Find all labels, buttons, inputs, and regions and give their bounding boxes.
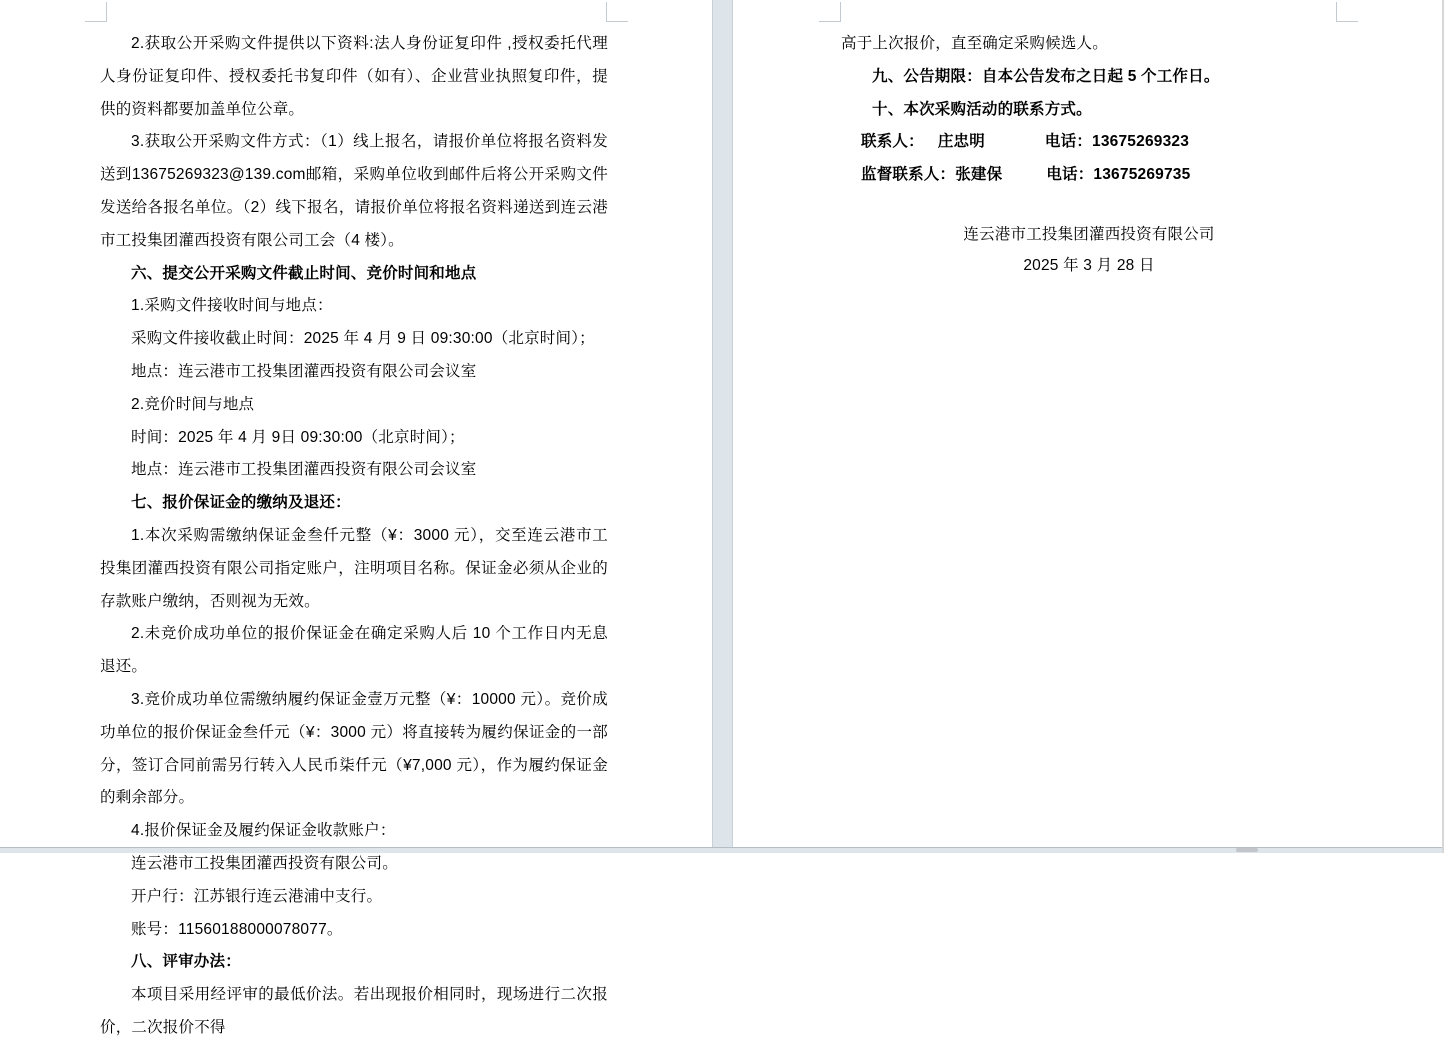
contact-line[interactable]	[841, 126, 1337, 159]
paragraph[interactable]: 连云港市工投集团灌西投资有限公司。	[131, 854, 398, 872]
paragraph[interactable]: 3.竞价成功单位需缴纳履约保证金壹万元整（¥：10000 元）。竞价成功单位的报价保证金叁仟元（¥：3000 元）将直接转为履约保证金的一部分，签订合同前需另行转入人民币柒仟元（¥7,000 元），作为履约保证金的剩余部分。	[100, 690, 608, 807]
paragraph[interactable]: 地点：连云港市工投集团灌西投资有限公司会议室	[131, 461, 477, 479]
page-2-text-area[interactable]	[841, 22, 1337, 281]
signature-company-line[interactable]: 连云港市工投集团灌西投资有限公司	[963, 225, 1215, 243]
paragraph[interactable]: 十、本次采购活动的联系方式。	[872, 100, 1092, 118]
paragraph[interactable]: 3.获取公开采购文件方式：（1）线上报名，请报价单位将报名资料发送到13675269323@139.com邮箱，采购单位收到邮件后将公开采购文件发送给各报名单位。（2）线下报名，请报价单位将报名资料递送到连云港市工投集团灌西投资有限公司工会（4 楼）。	[100, 133, 608, 249]
contact-name: 庄忠明	[937, 133, 985, 151]
paragraph[interactable]: 高于上次报价，直至确定采购候选人。	[841, 35, 1108, 52]
paragraph[interactable]: 2.获取公开采购文件提供以下资料:法人身份证复印件 ,授权委托代理人身份证复印件、授权委托书复印件（如有）、企业营业执照复印件，提供的资料都要加盖单位公章。	[100, 35, 608, 118]
paragraph[interactable]: 时间：2025 年 4 月 9日 09:30:00（北京时间）；	[131, 428, 465, 446]
paragraph[interactable]: 九、公告期限：自本公告发布之日起 5 个工作日。	[872, 67, 1220, 85]
paragraph[interactable]: 账号：11560188000078077。	[131, 920, 343, 938]
page-1-text-area[interactable]	[100, 22, 608, 1045]
paragraph[interactable]: 2.竞价时间与地点	[131, 395, 255, 413]
margin-corner-mark	[85, 2, 107, 22]
paragraph[interactable]: 地点：连云港市工投集团灌西投资有限公司会议室	[131, 362, 477, 380]
paragraph[interactable]: 采购文件接收截止时间：2025 年 4 月 9 日 09:30:00（北京时间）；	[131, 330, 595, 348]
margin-corner-mark	[1336, 2, 1358, 22]
margin-corner-mark	[606, 2, 628, 22]
paragraph[interactable]: 本项目采用经评审的最低价法。若出现报价相同时，现场进行二次报价，二次报价不得	[100, 986, 608, 1036]
contact-label: 联系人：	[861, 133, 924, 151]
contact-label: 监督联系人：	[861, 166, 956, 184]
horizontal-scrollbar[interactable]	[0, 847, 1442, 853]
contact-name: 张建保	[955, 166, 1003, 184]
paragraph[interactable]: 开户行：江苏银行连云港浦中支行。	[131, 887, 383, 905]
paragraph[interactable]: 七、报价保证金的缴纳及退还：	[131, 494, 351, 512]
paragraph[interactable]: 1.采购文件接收时间与地点：	[131, 297, 333, 315]
paragraph[interactable]: 1.本次采购需缴纳保证金叁仟元整（¥：3000 元），交至连云港市工投集团灌西投资有限公司指定账户，注明项目名称。保证金必须从企业的存款账户缴纳，否则视为无效。	[100, 526, 608, 610]
scrollbar-thumb[interactable]	[1236, 848, 1258, 852]
page-gap	[712, 0, 733, 847]
contact-phone: 电话：13675269323	[1044, 133, 1190, 151]
contact-phone: 电话：13675269735	[1046, 166, 1191, 184]
paragraph[interactable]: 六、提交公开采购文件截止时间、竞价时间和地点	[131, 264, 477, 282]
paragraph[interactable]: 八、评审办法：	[131, 953, 241, 971]
margin-corner-mark	[819, 2, 841, 22]
paragraph[interactable]: 4.报价保证金及履约保证金收款账户：	[131, 822, 396, 840]
signature-date-line[interactable]: 2025 年 3 月 28 日	[1023, 256, 1155, 274]
supervisor-contact-line[interactable]	[841, 159, 1337, 192]
signature-block	[841, 219, 1337, 281]
paragraph[interactable]: 2.未竞价成功单位的报价保证金在确定采购人后 10 个工作日内无息退还。	[100, 625, 608, 676]
